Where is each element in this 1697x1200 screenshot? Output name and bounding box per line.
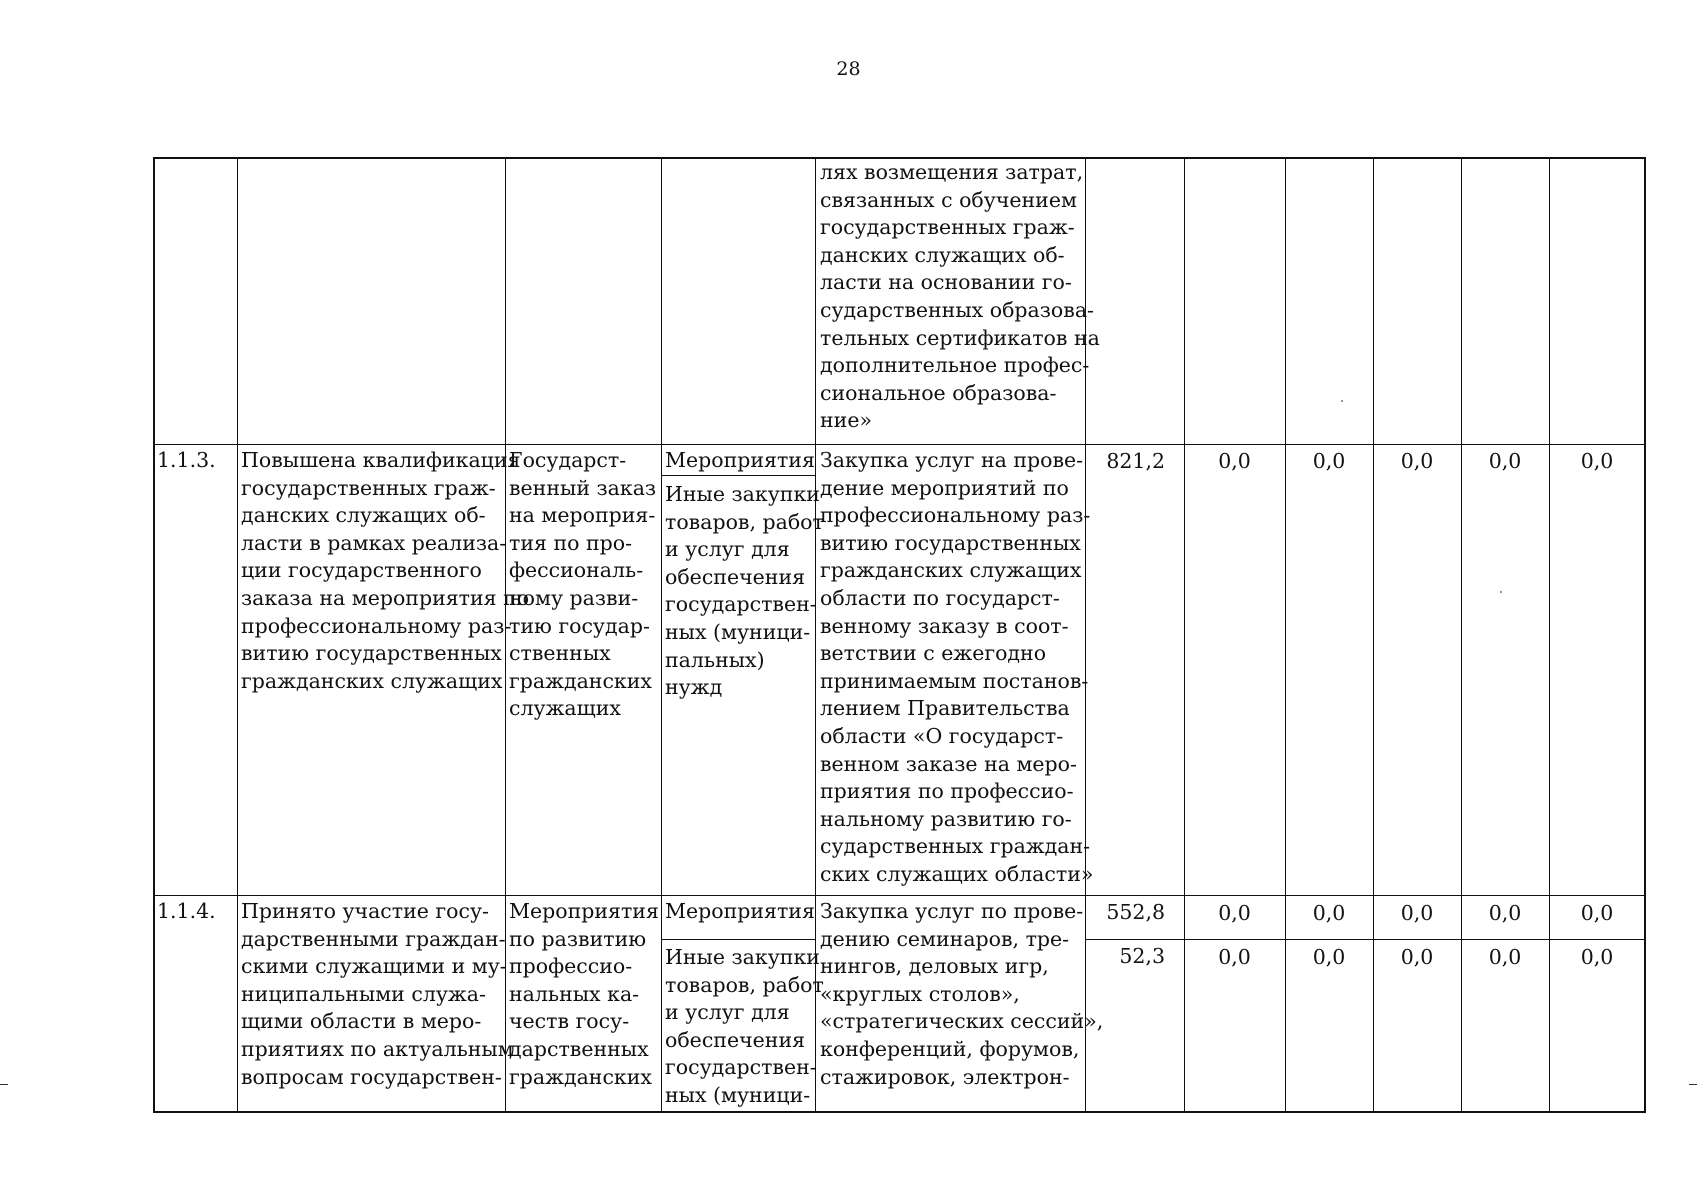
- col-line: [661, 157, 662, 1113]
- margin-mark: [1689, 1084, 1697, 1085]
- table-border-bottom: [153, 1111, 1646, 1113]
- page-number: 28: [836, 58, 861, 80]
- value-cell: 0,0: [1488, 901, 1522, 925]
- value-cell: 0,0: [1488, 945, 1522, 969]
- value-cell: 0,0: [1580, 945, 1614, 969]
- row-number: 1.1.3.: [157, 448, 216, 472]
- event-cell: Мероприятия по развитию профессио- нальных ка- честв госу- дарственных гражданских: [509, 899, 659, 1089]
- activity-type-cell: Иные закупки товаров, работ и услуг для обеспечения государствен- ных (муници- пальных) нужд: [665, 482, 824, 700]
- stray-dot: [1341, 400, 1343, 402]
- subcell-line: [661, 475, 816, 476]
- budget-table: [153, 157, 1646, 1113]
- stray-dot: [1500, 591, 1502, 593]
- value-cell: 0,0: [1400, 449, 1434, 473]
- subcell-line: [1085, 939, 1646, 940]
- value-cell: 0,0: [1218, 901, 1251, 925]
- value-cell: 0,0: [1488, 449, 1522, 473]
- value-cell: 0,0: [1400, 901, 1434, 925]
- activity-type-cell: Мероприятия: [665, 448, 815, 472]
- description-cell: лях возмещения затрат, связанных с обучением государственных граж- данских служащих об- ласти на основании го- сударственных образова- тельных сертификатов на дополнительное профес- сиональное образова- ние»: [820, 160, 1100, 433]
- value-cell: 0,0: [1218, 449, 1251, 473]
- value-cell: 821,2: [1106, 449, 1165, 473]
- value-cell: 0,0: [1580, 449, 1614, 473]
- description-cell: Закупка услуг по прове- дению семинаров, тре- нингов, деловых игр, «круглых столов», «стратегических сессий», конференций, форумов, стажировок, электрон-: [820, 899, 1104, 1089]
- result-cell: Повышена квалификация государственных граж- данских служащих об- ласти в рамках реализа- ции государственного заказа на мероприятия по профессиональному раз- витию государственных гражданских служащих: [241, 448, 530, 693]
- row-number: 1.1.4.: [157, 899, 216, 923]
- row-line: [153, 895, 1646, 896]
- col-line: [237, 157, 238, 1113]
- value-cell: 552,8: [1106, 900, 1165, 924]
- value-cell: 0,0: [1218, 945, 1251, 969]
- value-cell: 0,0: [1400, 945, 1434, 969]
- activity-type-cell: Мероприятия: [665, 899, 815, 923]
- event-cell: Государст- венный заказ на мероприя- тия по про- фессиональ- ному разви- тию государ- ственных гражданских служащих: [509, 448, 657, 721]
- value-cell: 0,0: [1312, 901, 1346, 925]
- table-border-left: [153, 157, 155, 1113]
- value-cell: 0,0: [1580, 901, 1614, 925]
- value-cell: 52,3: [1119, 944, 1165, 968]
- margin-mark: [0, 1084, 8, 1085]
- result-cell: Принято участие госу- дарственными граждан- скими служащими и му- ниципальными служа- щими области в меро- приятиях по актуальным вопросам государствен-: [241, 899, 514, 1089]
- subcell-line: [661, 939, 816, 940]
- row-line: [153, 444, 1646, 445]
- value-cell: 0,0: [1312, 945, 1346, 969]
- activity-type-cell: Иные закупки товаров, работ и услуг для обеспечения государствен- ных (муници-: [665, 945, 824, 1107]
- description-cell: Закупка услуг на прове- дение мероприятий по профессиональному раз- витию государственных гражданских служащих области по государст- венному заказу в соот- ветствии с ежегодно принимаемым постанов- лением Правительства области «О государст- венном заказе на меро- приятия по профессио- нальному развитию го- сударственных граждан- ских служащих области»: [820, 448, 1094, 886]
- value-cell: 0,0: [1312, 449, 1346, 473]
